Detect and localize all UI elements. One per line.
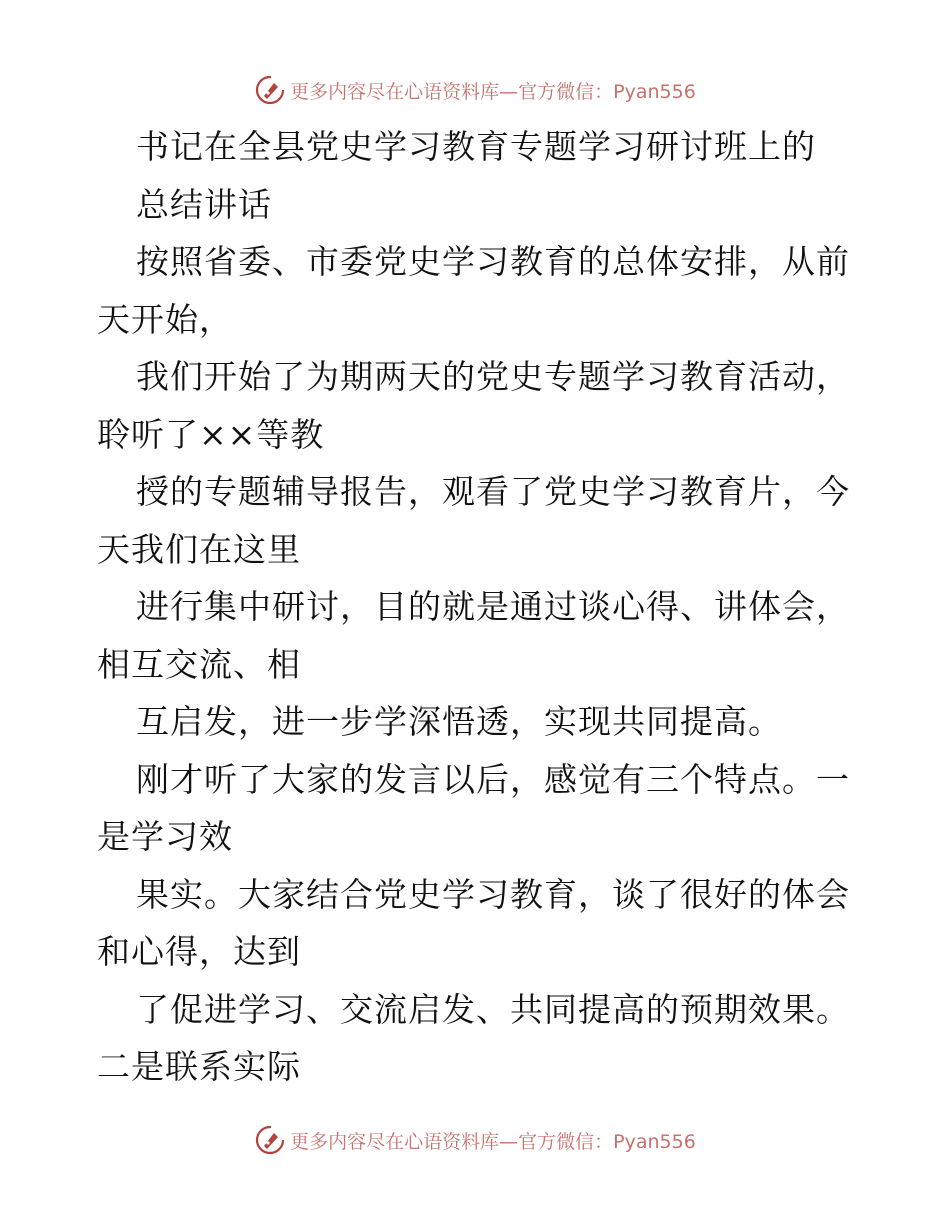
text-line: 刚才听了大家的发言以后，感觉有三个特点。一: [136, 759, 850, 799]
text-line: 天开始，: [97, 299, 233, 339]
text-line: 是学习效: [97, 817, 233, 856]
text-line: 我们开始了为期两天的党史专题学习教育活动，: [136, 357, 850, 396]
text-line: 了促进学习、交流启发、共同提高的预期效果。: [136, 989, 850, 1029]
text-line: 总结讲话: [136, 184, 272, 224]
text-line: 天我们在这里: [97, 529, 301, 569]
text-line: 和心得，达到: [97, 932, 301, 971]
text-line: 授的专题辅导报告，观看了党史学习教育片，今: [136, 472, 850, 511]
text-line: 进行集中研讨，目的就是通过谈心得、讲体会，: [136, 587, 850, 626]
text-line: 相互交流、相: [97, 644, 301, 684]
document-body: [97, 118, 857, 1096]
text-line: 聆听了××等教: [97, 414, 325, 454]
text-line: 按照省委、市委党史学习教育的总体安排，从前: [136, 242, 850, 281]
header-banner: [0, 70, 950, 110]
text-line: 果实。大家结合党史学习教育，谈了很好的体会: [136, 874, 850, 914]
text-line: 书记在全县党史学习教育专题学习研讨班上的: [136, 127, 816, 166]
footer-banner: [0, 1120, 950, 1160]
banner-text: 更多内容尽在心语资料库—官方微信：Pyan556: [290, 1130, 696, 1153]
pen-nib-logo-icon: [254, 74, 286, 106]
banner-text: 更多内容尽在心语资料库—官方微信：Pyan556: [290, 80, 696, 103]
text-line: 二是联系实际: [97, 1047, 301, 1086]
pen-nib-logo-icon: [254, 1124, 286, 1156]
text-line: 互启发，进一步学深悟透，实现共同提高。: [136, 702, 782, 741]
